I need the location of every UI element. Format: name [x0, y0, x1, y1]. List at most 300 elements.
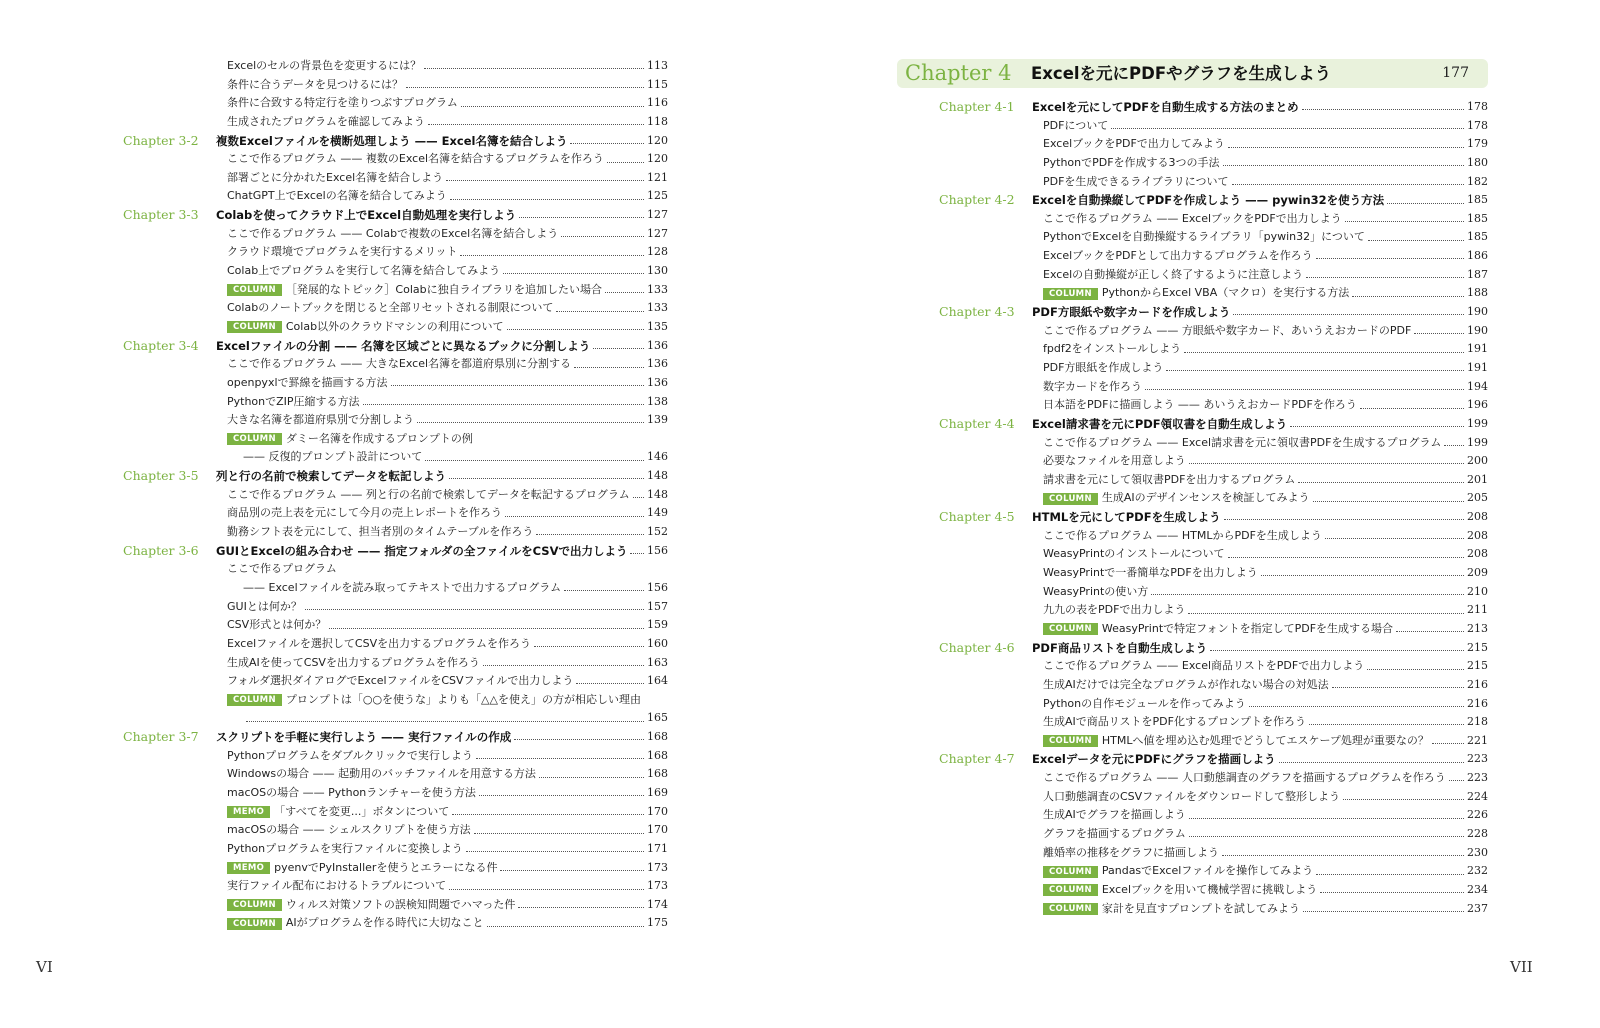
toc-section-row	[939, 639, 1488, 658]
chapter-header-title: Excelを元にPDFやグラフを生成しよう	[1031, 64, 1332, 83]
toc-entry-row	[123, 76, 668, 95]
entry-title: Pythonプログラムをダブルクリックで実行しよう	[227, 748, 473, 762]
entry-title: Windowsの場合 —— 起動用のバッチファイルを用意する方法	[227, 767, 536, 781]
page-number: 208	[1467, 528, 1488, 542]
entry-title: Excelデータを元にPDFにグラフを描画しよう	[1032, 752, 1276, 767]
toc-entry[interactable]	[227, 654, 668, 673]
page-number: 116	[647, 96, 668, 110]
entry-title: HTMLへ値を埋め込む処理でどうしてエスケープ処理が重要なの？	[1101, 733, 1429, 747]
page-number: 138	[647, 394, 668, 408]
chapter-header	[897, 59, 1488, 88]
page-number: 156	[647, 543, 668, 557]
entry-title: ここで作るプログラム —— 方眼紙や数字カード、あいうえおカードのPDF	[1043, 323, 1412, 337]
toc-entry[interactable]	[227, 784, 668, 803]
toc-entry[interactable]	[227, 765, 668, 784]
dot-leader	[574, 366, 644, 368]
dot-leader	[1188, 612, 1464, 614]
entry-title: 生成AIのデザインセンスを検証してみよう	[1101, 491, 1310, 505]
toc-entry-row	[939, 769, 1488, 788]
toc-entry[interactable]	[216, 542, 668, 561]
page-number: 139	[647, 413, 668, 427]
page-number: 230	[1467, 845, 1488, 859]
toc-entry[interactable]	[227, 262, 668, 281]
page-number: 194	[1467, 379, 1488, 393]
toc-entry-row	[123, 430, 668, 449]
toc-entry[interactable]	[227, 616, 668, 635]
page-number: 209	[1467, 566, 1488, 580]
entry-title: 離婚率の推移をグラフに描画しよう	[1043, 845, 1219, 859]
dot-leader	[507, 328, 644, 330]
toc-entry[interactable]	[227, 691, 668, 710]
toc-entry-row	[123, 859, 668, 878]
page-number: 211	[1467, 603, 1488, 617]
dot-leader	[1414, 332, 1464, 334]
dot-leader	[1387, 202, 1464, 204]
column-badge: COLUMN	[227, 433, 282, 445]
entry-title: PythonでPDFを作成する3つの手法	[1043, 155, 1220, 169]
toc-entry[interactable]	[1043, 210, 1488, 229]
toc-entry[interactable]	[1032, 508, 1488, 527]
dot-leader	[1222, 854, 1464, 856]
toc-entry[interactable]	[227, 821, 668, 840]
page-number: 215	[1467, 659, 1488, 673]
entry-title: WeasyPrintで特定フォントを指定してPDFを生成する場合	[1101, 621, 1394, 635]
column-badge: COLUMN	[227, 918, 282, 930]
toc-entry[interactable]	[227, 411, 668, 430]
toc-entry-row	[939, 527, 1488, 546]
toc-entry[interactable]	[1043, 601, 1488, 620]
page-number: 185	[1467, 211, 1488, 225]
toc-entry[interactable]	[227, 560, 668, 579]
toc-entry-row	[123, 262, 668, 281]
toc-entry[interactable]	[1043, 284, 1488, 303]
entry-title: macOSの場合 —— シェルスクリプトを使う方法	[227, 823, 471, 837]
toc-entry[interactable]	[1043, 117, 1488, 136]
page-number: 156	[647, 580, 668, 594]
memo-badge: MEMO	[227, 806, 270, 818]
toc-entry[interactable]	[1043, 900, 1488, 919]
toc-entry[interactable]	[1043, 657, 1488, 676]
page-number: 223	[1467, 771, 1488, 785]
page-number: 223	[1467, 752, 1488, 766]
toc-entry[interactable]	[1043, 527, 1488, 546]
toc-entry-row	[123, 169, 668, 188]
toc-entry[interactable]	[216, 728, 668, 747]
page-number: 148	[647, 469, 668, 483]
toc-entry-row	[123, 374, 668, 393]
toc-entry[interactable]	[227, 672, 668, 691]
toc-entry[interactable]	[1032, 303, 1488, 322]
page-number: 221	[1467, 733, 1488, 747]
toc-entry[interactable]	[227, 94, 668, 113]
entry-title: Colab上でプログラムを実行して名簿を結合してみよう	[227, 264, 501, 278]
entry-title: CSV形式とは何か？	[227, 618, 327, 632]
dot-leader	[1233, 313, 1464, 315]
toc-entry[interactable]	[1032, 415, 1488, 434]
toc-entry[interactable]	[227, 76, 668, 95]
dot-leader	[466, 850, 644, 852]
dot-leader	[1316, 257, 1464, 259]
entry-title: 必要なファイルを用意しよう	[1043, 454, 1186, 468]
toc-entry[interactable]	[216, 206, 668, 225]
toc-entry-row	[939, 657, 1488, 676]
entry-title: ここで作るプログラム —— Excel請求書を元に領収書PDFを生成するプログラム	[1043, 435, 1442, 449]
dot-leader	[630, 552, 644, 554]
page-number: 148	[647, 487, 668, 501]
toc-entry-row	[123, 57, 668, 76]
toc-entry-row	[123, 784, 668, 803]
toc-entry-row	[123, 672, 668, 691]
page-number: 199	[1467, 435, 1488, 449]
dot-leader	[1432, 742, 1464, 744]
toc-entry-row	[939, 135, 1488, 154]
entry-title: 人口動態調査のCSVファイルをダウンロードして整形しよう	[1043, 789, 1340, 803]
dot-leader	[633, 496, 644, 498]
toc-entry[interactable]	[243, 579, 668, 598]
toc-entry[interactable]	[1043, 434, 1488, 453]
section-number: Chapter 3-2	[123, 132, 199, 148]
entry-title: スクリプトを手軽に実行しよう —— 実行ファイルの作成	[216, 730, 512, 745]
toc-entry[interactable]	[1043, 228, 1488, 247]
entry-title: ここで作るプログラム —— ExcelブックをPDFで出力しよう	[1043, 211, 1342, 225]
dot-leader	[1184, 351, 1464, 353]
dot-leader	[1232, 183, 1464, 185]
entry-title: 生成AIを使ってCSVを出力するプログラムを作ろう	[227, 655, 480, 669]
page-number: 234	[1467, 882, 1488, 896]
toc-entry[interactable]	[1043, 471, 1488, 490]
toc-entry-row	[123, 635, 668, 654]
dot-leader	[424, 67, 644, 69]
toc-entry[interactable]	[1043, 266, 1488, 285]
page-number: 186	[1467, 249, 1488, 263]
page-number: 208	[1467, 547, 1488, 561]
entry-title: 勤務シフト表を元にして、担当者別のタイムテーブルを作ろう	[227, 525, 534, 539]
toc-entry[interactable]	[1043, 173, 1488, 192]
page-number: 127	[647, 226, 668, 240]
dot-leader	[1309, 723, 1464, 725]
dot-leader	[539, 776, 644, 778]
toc-entry-row	[939, 266, 1488, 285]
toc-entry-row	[123, 840, 668, 859]
toc-entry-row	[123, 355, 668, 374]
entry-title: PDFを生成できるライブラリについて	[1043, 174, 1229, 188]
toc-entry-row	[123, 318, 668, 337]
toc-entry-row	[939, 154, 1488, 173]
toc-entry[interactable]	[1032, 750, 1488, 769]
dot-leader	[452, 813, 644, 815]
toc-entry[interactable]	[227, 243, 668, 262]
toc-entry[interactable]	[227, 169, 668, 188]
toc-entry[interactable]	[227, 914, 668, 933]
column-badge: COLUMN	[227, 284, 282, 296]
toc-entry[interactable]	[1043, 340, 1488, 359]
toc-entry[interactable]	[227, 187, 668, 206]
page-number: 185	[1467, 230, 1488, 244]
toc-entry[interactable]	[1043, 396, 1488, 415]
page-number: 170	[647, 804, 668, 818]
page-number: 179	[1467, 137, 1488, 151]
toc-section-row	[123, 467, 668, 486]
entry-title: 「すべてを変更...」ボタンについて	[274, 804, 450, 818]
page-number: 208	[1467, 510, 1488, 524]
page-number: 191	[1467, 360, 1488, 374]
entry-title: macOSの場合 —— Pythonランチャーを使う方法	[227, 785, 476, 799]
entry-title: 部署ごとに分かれたExcel名簿を結合しよう	[227, 170, 444, 184]
toc-entry-row	[123, 691, 668, 710]
dot-leader	[1279, 761, 1464, 763]
toc-entry[interactable]	[227, 877, 668, 896]
page-number: 178	[1467, 100, 1488, 113]
dot-leader	[1320, 891, 1464, 893]
column-badge: COLUMN	[227, 694, 282, 706]
entry-title: PythonからExcel VBA（マクロ）を実行する方法	[1101, 286, 1350, 300]
toc-entry[interactable]	[1043, 135, 1488, 154]
toc-right	[939, 98, 1488, 918]
toc-entry-row	[939, 844, 1488, 863]
toc-entry-row	[939, 396, 1488, 415]
toc-entry[interactable]	[1043, 732, 1488, 751]
entry-title: PDFについて	[1043, 118, 1109, 132]
entry-title: 条件に合うデータを見つけるには？	[227, 77, 403, 91]
entry-title: Excel請求書を元にPDF領収書を自動生成しよう	[1032, 416, 1288, 431]
toc-entry[interactable]	[1043, 862, 1488, 881]
dot-leader	[570, 142, 644, 144]
entry-title: Excelを元にしてPDFを自動生成する方法のまとめ	[1032, 100, 1299, 114]
toc-entry[interactable]	[1043, 825, 1488, 844]
toc-entry[interactable]	[216, 132, 668, 151]
page-number: 164	[647, 674, 668, 688]
page-number: 125	[647, 189, 668, 203]
dot-leader	[1325, 537, 1464, 539]
entry-title: ［発展的なトピック］Colabに独自ライブラリを追加したい場合	[285, 282, 602, 296]
section-number: Chapter 4-2	[939, 192, 1015, 208]
entry-title: 数字カードを作ろう	[1043, 379, 1142, 393]
entry-title: 日本語をPDFに描画しよう —— あいうえおカードPDFを作ろう	[1043, 398, 1357, 412]
toc-entry[interactable]	[1043, 378, 1488, 397]
entry-title: ここで作るプログラム —— Colabで複数のExcel名簿を結合しよう	[227, 226, 559, 240]
page-number: 171	[647, 841, 668, 855]
entry-title: openpyxlで罫線を描画する方法	[227, 375, 388, 389]
toc-entry[interactable]	[1043, 713, 1488, 732]
toc-entry[interactable]	[216, 467, 668, 486]
toc-entry-row	[939, 732, 1488, 751]
toc-entry-row	[123, 113, 668, 132]
toc-entry[interactable]	[227, 374, 668, 393]
toc-entry-row	[123, 877, 668, 896]
toc-entry-row	[939, 881, 1488, 900]
dot-leader	[1444, 444, 1464, 446]
toc-entry[interactable]	[227, 318, 668, 337]
page-number: 224	[1467, 789, 1488, 803]
toc-entry[interactable]	[1043, 154, 1488, 173]
entry-title: fpdf2をインストールしよう	[1043, 342, 1182, 356]
toc-entry[interactable]	[1043, 844, 1488, 863]
toc-entry[interactable]	[243, 709, 668, 728]
dot-leader	[1313, 500, 1464, 502]
toc-entry[interactable]	[227, 281, 668, 300]
toc-entry[interactable]	[227, 598, 668, 617]
toc-section-row	[939, 415, 1488, 434]
right-page	[800, 0, 1600, 1028]
toc-entry[interactable]	[227, 840, 668, 859]
toc-entry[interactable]	[1043, 881, 1488, 900]
entry-title: PDF商品リストを自動生成しよう	[1032, 640, 1208, 655]
toc-entry-row	[939, 545, 1488, 564]
page-number: 121	[647, 170, 668, 184]
toc-entry[interactable]	[227, 299, 668, 318]
toc-entry[interactable]	[1043, 247, 1488, 266]
dot-leader	[406, 86, 644, 88]
toc-entry[interactable]	[1043, 806, 1488, 825]
dot-leader	[1189, 835, 1464, 837]
page-number: 218	[1467, 715, 1488, 729]
toc-entry[interactable]	[227, 504, 668, 523]
toc-entry-row	[939, 322, 1488, 341]
page-number: 165	[647, 711, 668, 725]
column-badge: COLUMN	[1043, 866, 1098, 878]
toc-entry-row	[123, 914, 668, 933]
toc-entry[interactable]	[227, 57, 668, 76]
toc-entry[interactable]	[1043, 452, 1488, 471]
entry-title: ダミー名簿を作成するプロンプトの例	[285, 431, 473, 445]
section-number: Chapter 3-4	[123, 337, 199, 353]
toc-entry[interactable]	[1043, 695, 1488, 714]
dot-leader	[1228, 146, 1464, 148]
toc-entry-row	[123, 393, 668, 412]
toc-entry[interactable]	[1032, 98, 1488, 117]
dot-leader	[417, 421, 644, 423]
page-number: 120	[647, 152, 668, 166]
toc-entry-row	[939, 620, 1488, 639]
page-number: 146	[647, 450, 668, 464]
toc-entry[interactable]	[216, 337, 668, 356]
toc-entry-row	[939, 489, 1488, 508]
page-number: 135	[647, 319, 668, 333]
toc-entry[interactable]	[1032, 191, 1488, 210]
toc-entry[interactable]	[227, 225, 668, 244]
page-number: 200	[1467, 454, 1488, 468]
toc-entry[interactable]	[227, 523, 668, 542]
toc-entry[interactable]	[227, 113, 668, 132]
dot-leader	[607, 161, 644, 163]
dot-leader	[450, 198, 644, 200]
entry-title: プロンプトは「○○を使うな」よりも「△△を使え」の方が相応しい理由	[285, 692, 641, 706]
entry-title: PythonでZIP圧縮する方法	[227, 394, 360, 408]
dot-leader	[500, 869, 644, 871]
toc-entry[interactable]	[1043, 322, 1488, 341]
toc-entry[interactable]	[227, 150, 668, 169]
dot-leader	[505, 515, 644, 517]
entry-title: ExcelブックをPDFで出力してみよう	[1043, 137, 1225, 151]
toc-entry-row	[123, 504, 668, 523]
toc-entry[interactable]	[227, 635, 668, 654]
entry-title: ここで作るプログラム —— 人口動態調査のグラフを描画するプログラムを作ろう	[1043, 771, 1446, 785]
toc-entry[interactable]	[227, 355, 668, 374]
dot-leader	[1224, 518, 1464, 520]
toc-entry-row	[123, 616, 668, 635]
entry-title: Colabのノートブックを閉じると全部リセットされる制限について	[227, 301, 554, 315]
page-number: 190	[1467, 323, 1488, 337]
dot-leader	[449, 477, 644, 479]
dot-leader	[1228, 556, 1464, 558]
entry-title: 九九の表をPDFで出力しよう	[1043, 603, 1186, 617]
toc-entry-row	[123, 225, 668, 244]
toc-entry-row	[939, 601, 1488, 620]
dot-leader	[1396, 630, 1464, 632]
column-badge: COLUMN	[1043, 288, 1098, 300]
page-number: 128	[647, 245, 668, 259]
toc-entry[interactable]	[243, 448, 668, 467]
toc-entry-row	[939, 340, 1488, 359]
dot-leader	[1368, 239, 1464, 241]
toc-entry-row	[123, 281, 668, 300]
toc-entry[interactable]	[1043, 769, 1488, 788]
toc-entry[interactable]	[1043, 620, 1488, 639]
entry-title: ここで作るプログラム —— 複数のExcel名簿を結合するプログラムを作ろう	[227, 152, 604, 166]
page-number: 232	[1467, 864, 1488, 878]
toc-entry[interactable]	[227, 393, 668, 412]
toc-entry[interactable]	[227, 430, 668, 449]
toc-entry-row	[939, 825, 1488, 844]
toc-entry[interactable]	[227, 896, 668, 915]
page-number: 215	[1467, 640, 1488, 654]
toc-entry[interactable]	[227, 486, 668, 505]
toc-entry[interactable]	[227, 803, 668, 822]
entry-title: ExcelブックをPDFとして出力するプログラムを作ろう	[1043, 249, 1313, 263]
page-number: 185	[1467, 193, 1488, 207]
toc-entry[interactable]	[1043, 676, 1488, 695]
toc-entry[interactable]	[1032, 639, 1488, 658]
dot-leader	[593, 347, 644, 349]
toc-entry[interactable]	[1043, 545, 1488, 564]
entry-title: WeasyPrintで一番簡単なPDFを出力しよう	[1043, 566, 1258, 580]
page-number: 201	[1467, 472, 1488, 486]
toc-entry-row	[123, 411, 668, 430]
toc-entry[interactable]	[1043, 564, 1488, 583]
toc-entry[interactable]	[227, 747, 668, 766]
toc-entry-row	[123, 94, 668, 113]
dot-leader	[1298, 481, 1464, 483]
dot-leader	[519, 216, 644, 218]
dot-leader	[1290, 425, 1464, 427]
toc-entry[interactable]	[1043, 359, 1488, 378]
dot-leader	[1303, 910, 1464, 912]
toc-entry[interactable]	[227, 859, 668, 878]
entry-title: Excelファイルの分割 —— 名簿を区域ごとに異なるブックに分割しよう	[216, 338, 591, 353]
entry-title: PandasでExcelファイルを操作してみよう	[1101, 864, 1314, 878]
dot-leader	[1189, 817, 1464, 819]
page-number: 168	[647, 767, 668, 781]
page-number: 216	[1467, 696, 1488, 710]
toc-entry-row	[939, 471, 1488, 490]
entry-title: 生成AIでグラフを描画しよう	[1043, 808, 1186, 822]
entry-title: Colab以外のクラウドマシンの利用について	[285, 319, 504, 333]
toc-entry-row	[939, 564, 1488, 583]
toc-entry-row	[939, 806, 1488, 825]
entry-title: Excelのセルの背景色を変更するには？	[227, 59, 422, 72]
dot-leader	[1223, 164, 1464, 166]
page-number: 187	[1467, 267, 1488, 281]
toc-entry[interactable]	[1043, 583, 1488, 602]
entry-title: Excelファイルを選択してCSVを出力するプログラムを作ろう	[227, 636, 531, 650]
entry-title: 商品別の売上表を元にして今月の売上レポートを作ろう	[227, 506, 502, 520]
page-number: 163	[647, 655, 668, 669]
toc-section-row	[123, 728, 668, 747]
page-number: 182	[1467, 174, 1488, 188]
toc-entry[interactable]	[1043, 788, 1488, 807]
toc-entry[interactable]	[1043, 489, 1488, 508]
page-number: 136	[647, 338, 668, 352]
